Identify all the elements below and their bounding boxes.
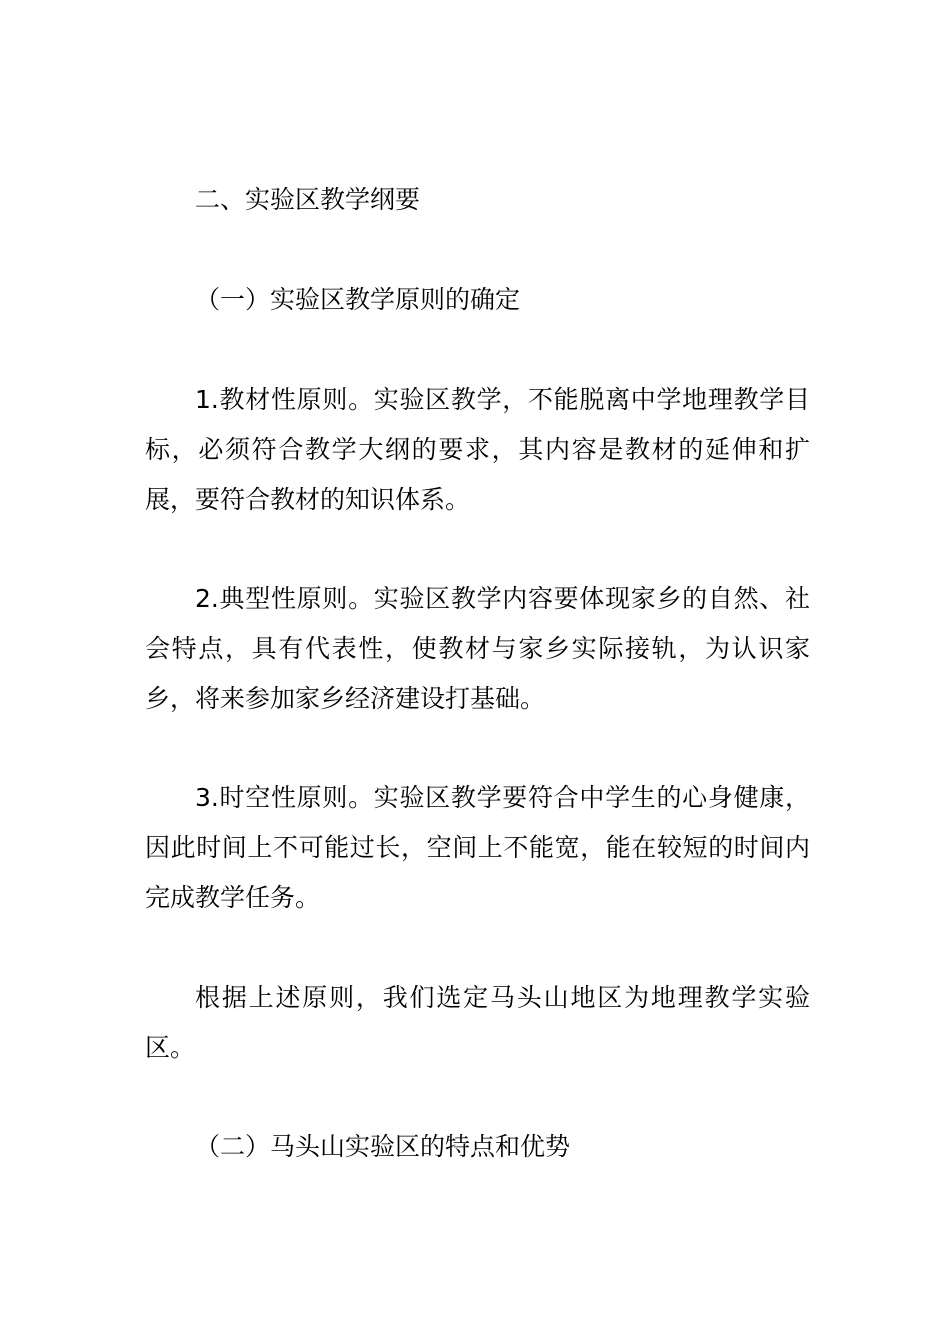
paragraph-spacetime-principle: 3.时空性原则。实验区教学要符合中学生的心身健康，因此时间上不可能过长，空间上不能宽，能在较短的时间内完成教学任务。 xyxy=(145,783,810,912)
paragraph-selection-conclusion: 根据上述原则，我们选定马头山地区为地理教学实验区。 xyxy=(145,983,810,1062)
sub-heading-features: （二）马头山实验区的特点和优势 xyxy=(195,1132,571,1161)
paragraph-textbook-principle: 1.教材性原则。实验区教学，不能脱离中学地理教学目标，必须符合教学大纲的要求，其内容是教材的延伸和扩展，要符合教材的知识体系。 xyxy=(145,385,810,514)
sub-heading-principles: （一）实验区教学原则的确定 xyxy=(195,285,521,314)
paragraph-typical-principle: 2.典型性原则。实验区教学内容要体现家乡的自然、社会特点，具有代表性，使教材与家乡实际接轨，为认识家乡，将来参加家乡经济建设打基础。 xyxy=(145,584,810,713)
section-heading: 二、实验区教学纲要 xyxy=(195,185,421,214)
